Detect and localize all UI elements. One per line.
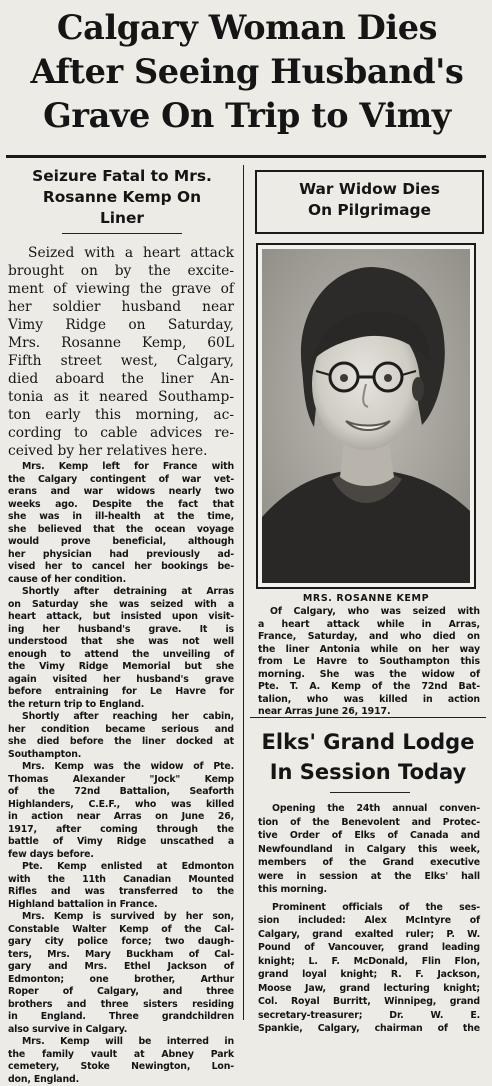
text-line: of the 72nd Battalion, Seaforth bbox=[8, 786, 234, 799]
text-line: Moose Jaw, grand lecturing knight; bbox=[258, 982, 480, 996]
text-line: on Saturday she was seized with a bbox=[8, 599, 234, 612]
text-line: Of Calgary, who was seized with bbox=[258, 606, 480, 619]
text-line: gary and Mrs. Ethel Jackson of bbox=[8, 961, 234, 974]
subhead-rule bbox=[62, 233, 182, 234]
text-line: enough to attend the unveiling of bbox=[8, 649, 234, 662]
text-line: brothers and three sisters residing bbox=[8, 999, 234, 1012]
text-line: secretary-treasurer; Dr. W. E. bbox=[258, 1009, 480, 1023]
text-line: tive Order of Elks of Canada and bbox=[258, 829, 480, 843]
text-line: ment of viewing the grave of bbox=[8, 280, 234, 298]
headline-line-1: Calgary Woman Dies bbox=[8, 6, 486, 50]
text-line: few days before. bbox=[8, 849, 234, 862]
text-line: would prove beneficial, although bbox=[8, 536, 234, 549]
left-body-text bbox=[8, 461, 234, 1086]
text-line: knight; L. F. McDonald, Flin Flon, bbox=[258, 955, 480, 969]
subhead-line: Rosanne Kemp On bbox=[6, 187, 238, 208]
text-line: Highlanders, C.E.F., who was killed bbox=[8, 799, 234, 812]
photo-caption-name: MRS. ROSANNE KEMP bbox=[256, 593, 476, 604]
text-line: she believed that the ocean voyage bbox=[8, 524, 234, 537]
text-line: sion included: Alex McIntyre of bbox=[258, 914, 480, 928]
text-line: gary city police force; two daugh- bbox=[8, 936, 234, 949]
subhead-line: Seizure Fatal to Mrs. bbox=[6, 166, 238, 187]
section-rule bbox=[250, 717, 486, 718]
text-line: France, Saturday, and who died on bbox=[258, 631, 480, 644]
lead-paragraph bbox=[8, 244, 234, 460]
box-headline-text bbox=[257, 179, 482, 221]
text-line: members of the Grand executive bbox=[258, 856, 480, 870]
text-line: Pte. Kemp enlisted at Edmonton bbox=[8, 861, 234, 874]
portrait-photo bbox=[262, 249, 470, 583]
text-line: Highland battalion in France. bbox=[8, 899, 234, 912]
portrait-photo-frame bbox=[256, 243, 476, 589]
text-line: 1917, after coming through the bbox=[8, 824, 234, 837]
text-line: ters, Mrs. Mary Buckham of Cal- bbox=[8, 949, 234, 962]
text-line: morning. She was the widow of bbox=[258, 669, 480, 682]
text-line: Newfoundland in Calgary this week, bbox=[258, 843, 480, 857]
text-line: cause of her condition. bbox=[8, 574, 234, 587]
text-line: died aboard the liner An- bbox=[8, 370, 234, 388]
text-line: Pound of Vancouver, grand leading bbox=[258, 941, 480, 955]
text-line: Constable Walter Kemp of the Cal- bbox=[8, 924, 234, 937]
text-line: the Calgary contingent of war vet- bbox=[8, 474, 234, 487]
text-line: Shortly after reaching her cabin, bbox=[8, 711, 234, 724]
headline-line-3: Grave On Trip to Vimy bbox=[8, 94, 486, 138]
main-headline bbox=[8, 6, 486, 138]
text-line: cording to cable advices re- bbox=[8, 424, 234, 442]
text-line: this morning. bbox=[258, 883, 480, 897]
text-line: her soldier husband near bbox=[8, 298, 234, 316]
box-headline-line: War Widow Dies bbox=[257, 179, 482, 200]
text-line: the Vimy Ridge Memorial but she bbox=[8, 661, 234, 674]
text-line: her condition became serious and bbox=[8, 724, 234, 737]
elks-subrule bbox=[330, 792, 410, 793]
text-line: the family vault at Abney Park bbox=[8, 1049, 234, 1062]
text-line: Calgary, grand exalted ruler; P. W. bbox=[258, 928, 480, 942]
elks-body-text bbox=[258, 802, 480, 1036]
text-line: were in session at the Elks' hall bbox=[258, 870, 480, 884]
text-line: Vimy Ridge on Saturday, bbox=[8, 316, 234, 334]
text-line: Mrs. Kemp is survived by her son, bbox=[8, 911, 234, 924]
text-line: she died before the liner docked at bbox=[8, 736, 234, 749]
text-line: Southampton. bbox=[8, 749, 234, 762]
text-line: don, England. bbox=[8, 1074, 234, 1086]
text-line: brought on by the excite- bbox=[8, 262, 234, 280]
text-line: near Arras June 26, 1917. bbox=[258, 706, 480, 719]
text-line: Mrs. Kemp will be interred in bbox=[8, 1036, 234, 1049]
text-line: erans and war widows nearly two bbox=[8, 486, 234, 499]
text-line: weeks ago. Despite the fact that bbox=[8, 499, 234, 512]
text-line: tion of the Benevolent and Protec- bbox=[258, 816, 480, 830]
text-line: from Le Havre to Southampton this bbox=[258, 656, 480, 669]
box-headline-line: On Pilgrimage bbox=[257, 200, 482, 221]
text-line: vised her to cancel her bookings be- bbox=[8, 561, 234, 574]
text-line: Mrs. Rosanne Kemp, 60L bbox=[8, 334, 234, 352]
boxed-headline bbox=[255, 170, 484, 234]
text-line: in England. Three grandchildren bbox=[8, 1011, 234, 1024]
text-line: Thomas Alexander "Jock" Kemp bbox=[8, 774, 234, 787]
text-line: Shortly after detraining at Arras bbox=[8, 586, 234, 599]
subhead-line: Liner bbox=[6, 208, 238, 229]
text-line: Col. Royal Burritt, Winnipeg, grand bbox=[258, 995, 480, 1009]
photo-caption-text bbox=[258, 606, 480, 719]
text-line: again visited her husband's grave bbox=[8, 674, 234, 687]
text-line: Spankie, Calgary, chairman of the bbox=[258, 1022, 480, 1036]
left-column bbox=[6, 166, 238, 240]
text-line: the liner Antonia while on her way bbox=[258, 644, 480, 657]
text-line: with the 11th Canadian Mounted bbox=[8, 874, 234, 887]
text-line: battle of Vimy Ridge unscathed a bbox=[8, 836, 234, 849]
text-line: Mrs. Kemp left for France with bbox=[8, 461, 234, 474]
elks-headline-line: In Session Today bbox=[250, 757, 486, 787]
text-line: grand loyal knight; R. F. Jackson, bbox=[258, 968, 480, 982]
text-line: understood that she was not well bbox=[8, 636, 234, 649]
text-line: Fifth street west, Calgary, bbox=[8, 352, 234, 370]
text-line: ceived by her relatives here. bbox=[8, 442, 234, 460]
text-line: cemetery, Stoke Newington, Lon- bbox=[8, 1061, 234, 1074]
text-line: Seized with a heart attack bbox=[8, 244, 234, 262]
text-line: she was in ill-health at the time, bbox=[8, 511, 234, 524]
headline-rule bbox=[6, 155, 486, 158]
elks-headline-line: Elks' Grand Lodge bbox=[250, 727, 486, 757]
text-line: before entraining for Le Havre for bbox=[8, 686, 234, 699]
text-line: Mrs. Kemp was the widow of Pte. bbox=[8, 761, 234, 774]
text-line: heart attack, but insisted upon visit- bbox=[8, 611, 234, 624]
text-line: tonia as it neared Southamp- bbox=[8, 388, 234, 406]
text-line: ing her husband's grave. It is bbox=[8, 624, 234, 637]
elks-headline bbox=[250, 727, 486, 787]
text-line: also survive in Calgary. bbox=[8, 1024, 234, 1037]
text-line: Roper of Calgary, and three bbox=[8, 986, 234, 999]
text-line: Opening the 24th annual conven- bbox=[258, 802, 480, 816]
text-line: Edmonton; one brother, Arthur bbox=[8, 974, 234, 987]
text-line: in action near Arras on June 26, bbox=[8, 811, 234, 824]
text-line: her physician had previously ad- bbox=[8, 549, 234, 562]
text-line: ton early this morning, ac- bbox=[8, 406, 234, 424]
text-line: Prominent officials of the ses- bbox=[258, 901, 480, 915]
text-line: Pte. T. A. Kemp of the 72nd Bat- bbox=[258, 681, 480, 694]
headline-line-2: After Seeing Husband's bbox=[8, 50, 486, 94]
column-rule bbox=[243, 165, 244, 1020]
left-subhead bbox=[6, 166, 238, 229]
text-line: a heart attack while in Arras, bbox=[258, 619, 480, 632]
text-line: the return trip to England. bbox=[8, 699, 234, 712]
text-line: Rifles and was transferred to the bbox=[8, 886, 234, 899]
text-line: talion, who was killed in action bbox=[258, 694, 480, 707]
